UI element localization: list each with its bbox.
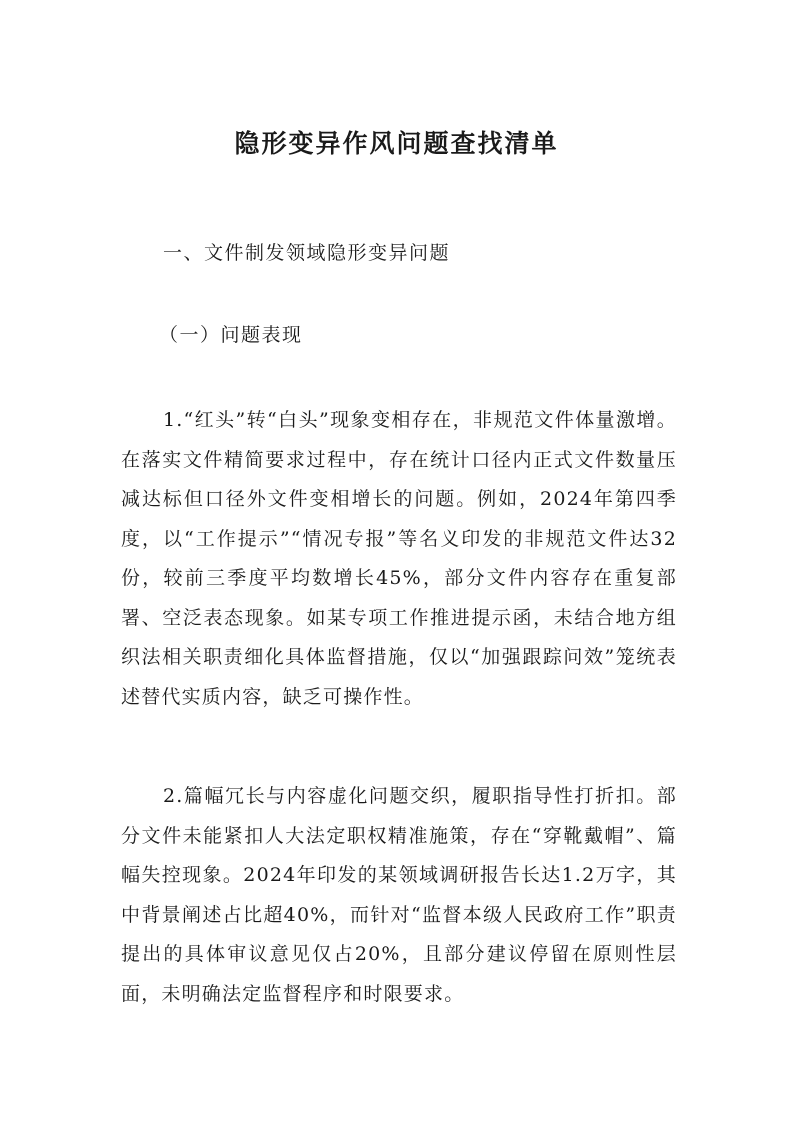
paragraph-2: 2.篇幅冗长与内容虚化问题交织，履职指导性打折扣。部分文件未能紧扣人大法定职权精准施策，存在“穿靴戴帽”、篇幅失控现象。2024年印发的某领域调研报告长达1.2万字，其中背景阐述占比超40%，而针对“监督本级人民政府工作”职责提出的具体审议意见仅占20%，且部分建议停留在原则性层面，未明确法定监督程序和时限要求。 bbox=[121, 785, 677, 1005]
paragraph-1: 1.“红头”转“白头”现象变相存在，非规范文件体量激增。在落实文件精简要求过程中，存在统计口径内正式文件数量压减达标但口径外文件变相增长的问题。例如，2024年第四季度，以“工作提示”“情况专报”等名义印发的非规范文件达32份，较前三季度平均数增长45%，部分文件内容存在重复部署、空泛表态现象。如某专项工作推进提示函，未结合地方组织法相关职责细化具体监督措施，仅以“加强跟踪问效”笼统表述替代实质内容，缺乏可操作性。 bbox=[121, 409, 677, 708]
document-title: 隐形变异作风问题查找清单 bbox=[234, 129, 559, 158]
section-heading: 一、文件制发领域隐形变异问题 bbox=[163, 242, 451, 264]
subsection-heading: （一）问题表现 bbox=[159, 324, 303, 346]
